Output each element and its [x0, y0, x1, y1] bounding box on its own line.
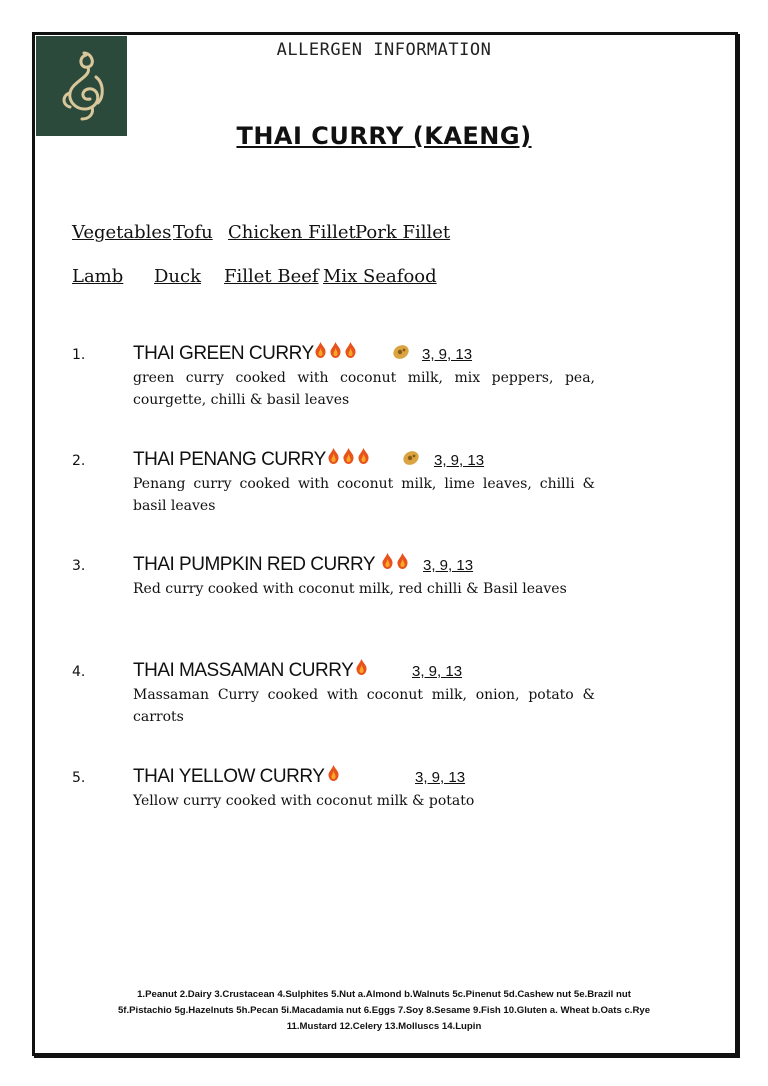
page-border	[32, 32, 738, 1056]
page-header: ALLERGEN INFORMATION	[276, 40, 492, 60]
item-description: green curry cooked with coconut milk, mix peppers, pea, courgette, chilli & basil leaves	[133, 370, 595, 408]
flame-chili-icon	[315, 342, 326, 358]
flame-chili-icon	[343, 448, 354, 464]
allergen-legend	[100, 987, 668, 1035]
item-number: 5.	[72, 770, 86, 786]
item-description: Massaman Curry cooked with coconut milk, onion, potato & carrots	[133, 687, 595, 725]
allergen-legend-line: 1.Peanut 2.Dairy 3.Crustacean 4.Sulphites 5.Nut a.Almond b.Walnuts 5c.Pinenut 5d.Cashew nut 5e.Brazil nut	[137, 989, 631, 1000]
item-description: Yellow curry cooked with coconut milk & potato	[133, 793, 475, 809]
item-name: THAI YELLOW CURRY	[133, 766, 325, 787]
allergen-codes: 3, 9, 13	[415, 769, 466, 786]
protein-option: Duck	[154, 266, 202, 287]
page-title: THAI CURRY (KAENG)	[236, 122, 532, 150]
flame-chili-icon	[356, 659, 367, 675]
item-name: THAI PENANG CURRY	[133, 449, 326, 470]
flame-chili-icon	[358, 448, 369, 464]
protein-option: Lamb	[72, 266, 124, 287]
protein-option: Chicken Fillet	[228, 222, 356, 243]
peanut-icon	[402, 449, 420, 467]
allergen-codes: 3, 9, 13	[412, 663, 463, 680]
flame-chili-icon	[328, 765, 339, 781]
peanut-icon	[392, 343, 410, 361]
item-description: Red curry cooked with coconut milk, red chilli & Basil leaves	[133, 581, 567, 597]
allergen-codes: 3, 9, 13	[423, 557, 474, 574]
allergen-codes: 3, 9, 13	[434, 452, 485, 469]
protein-option: Mix Seafood	[323, 266, 437, 287]
flame-chili-icon	[345, 342, 356, 358]
flame-chili-icon	[382, 553, 393, 569]
item-description: Penang curry cooked with coconut milk, lime leaves, chilli & basil leaves	[133, 476, 595, 514]
spice-level	[356, 659, 371, 679]
item-number: 3.	[72, 558, 86, 574]
allergen-legend-line: 5f.Pistachio 5g.Hazelnuts 5h.Pecan 5i.Macadamia nut 6.Eggs 7.Soy 8.Sesame 9.Fish 10.Gluten a. Wheat b.Oats c.Rye	[117, 1005, 651, 1016]
allergen-legend-line: 11.Mustard 12.Celery 13.Molluscs 14.Lupin	[286, 1021, 482, 1032]
protein-option: Fillet Beef	[224, 266, 319, 287]
item-name: THAI MASSAMAN CURRY	[133, 660, 354, 681]
item-name: THAI PUMPKIN RED CURRY	[133, 554, 376, 575]
flame-chili-icon	[397, 553, 408, 569]
protein-option: Pork Fillet	[355, 222, 451, 243]
flame-chili-icon	[330, 342, 341, 358]
protein-option: Tofu	[173, 222, 213, 243]
item-number: 1.	[72, 347, 86, 363]
spice-level	[382, 553, 412, 573]
protein-option: Vegetables	[72, 222, 172, 243]
spice-level	[315, 342, 360, 362]
spice-level	[328, 448, 373, 468]
allergen-codes: 3, 9, 13	[422, 346, 473, 363]
item-number: 2.	[72, 453, 86, 469]
spice-level	[328, 765, 343, 785]
item-name: THAI GREEN CURRY	[133, 343, 314, 364]
flame-chili-icon	[328, 448, 339, 464]
item-number: 4.	[72, 664, 86, 680]
